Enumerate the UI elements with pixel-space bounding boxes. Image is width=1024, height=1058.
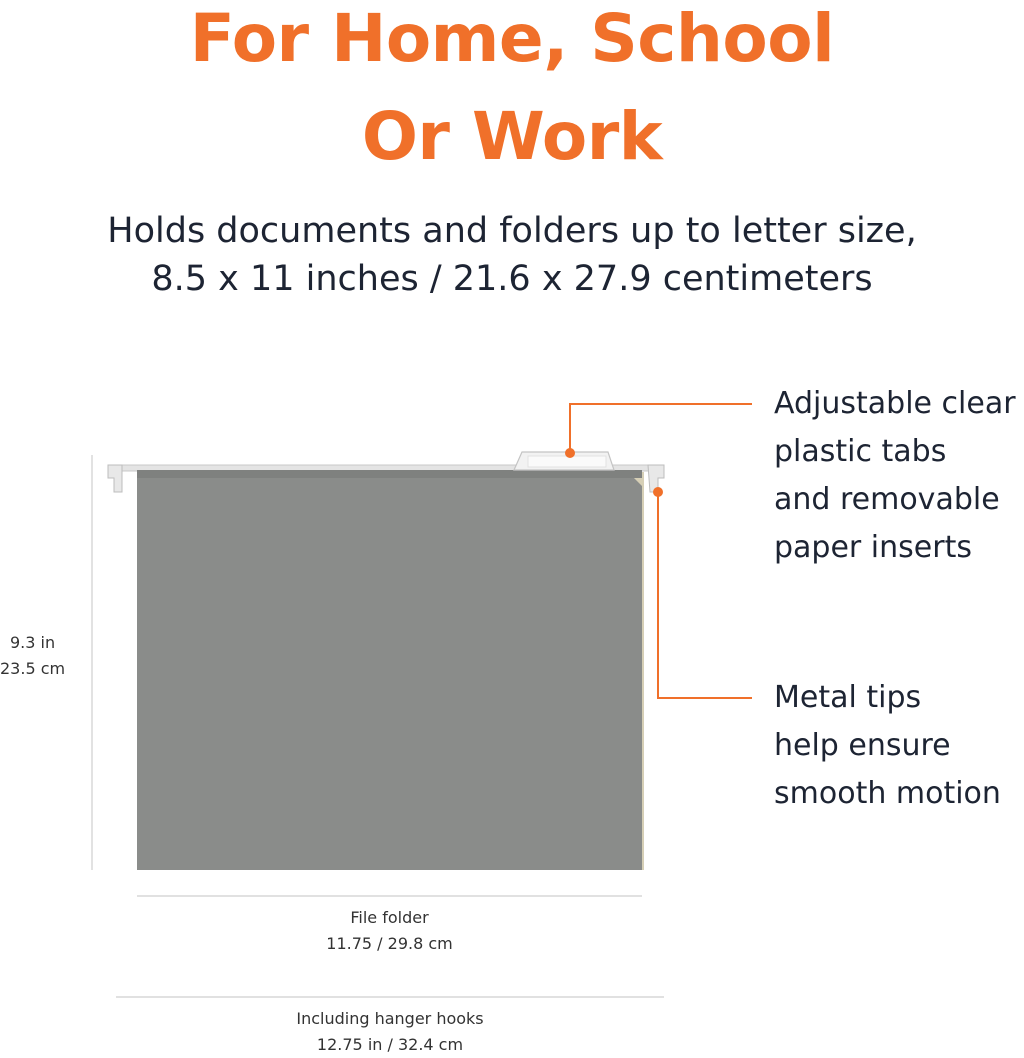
tabs-callout-text	[774, 380, 1016, 572]
height-dimension-label	[0, 630, 82, 682]
tabs-callout-line-3: and removable	[774, 482, 1000, 517]
folder-body	[137, 470, 642, 870]
tip-callout-dot	[653, 487, 663, 497]
tab-callout-dot	[565, 448, 575, 458]
headline-line-1: For Home, School	[189, 0, 835, 77]
folder-width-title: File folder	[350, 908, 429, 927]
tips-callout-line-2: help ensure	[774, 728, 951, 763]
folder-width-label	[137, 905, 642, 957]
hook-width-label	[116, 1006, 664, 1058]
tips-callout-text	[774, 674, 1001, 818]
tabs-callout-line-2: plastic tabs	[774, 434, 947, 469]
height-metric: 23.5 cm	[0, 659, 66, 678]
tabs-callout-line-4: paper inserts	[774, 530, 972, 565]
height-imperial: 9.3 in	[10, 633, 56, 652]
tip-callout-line	[658, 492, 752, 698]
tab-callout-line	[570, 404, 752, 453]
subheadline-line-2: 8.5 x 11 inches / 21.6 x 27.9 centimeters	[151, 259, 873, 299]
hook-width-title: Including hanger hooks	[296, 1009, 484, 1028]
hook-width-value: 12.75 in / 32.4 cm	[316, 1035, 464, 1054]
folder-top-shade	[137, 470, 642, 478]
subheadline-line-1: Holds documents and folders up to letter size,	[107, 211, 917, 251]
tips-callout-line-1: Metal tips	[774, 680, 922, 715]
left-hanger-hook	[108, 465, 122, 492]
plastic-tab-insert	[528, 456, 606, 467]
folder-width-value: 11.75 / 29.8 cm	[326, 934, 453, 953]
tips-callout-line-3: smooth motion	[774, 776, 1001, 811]
headline-line-2: Or Work	[361, 98, 663, 175]
tabs-callout-line-1: Adjustable clear	[774, 386, 1016, 421]
